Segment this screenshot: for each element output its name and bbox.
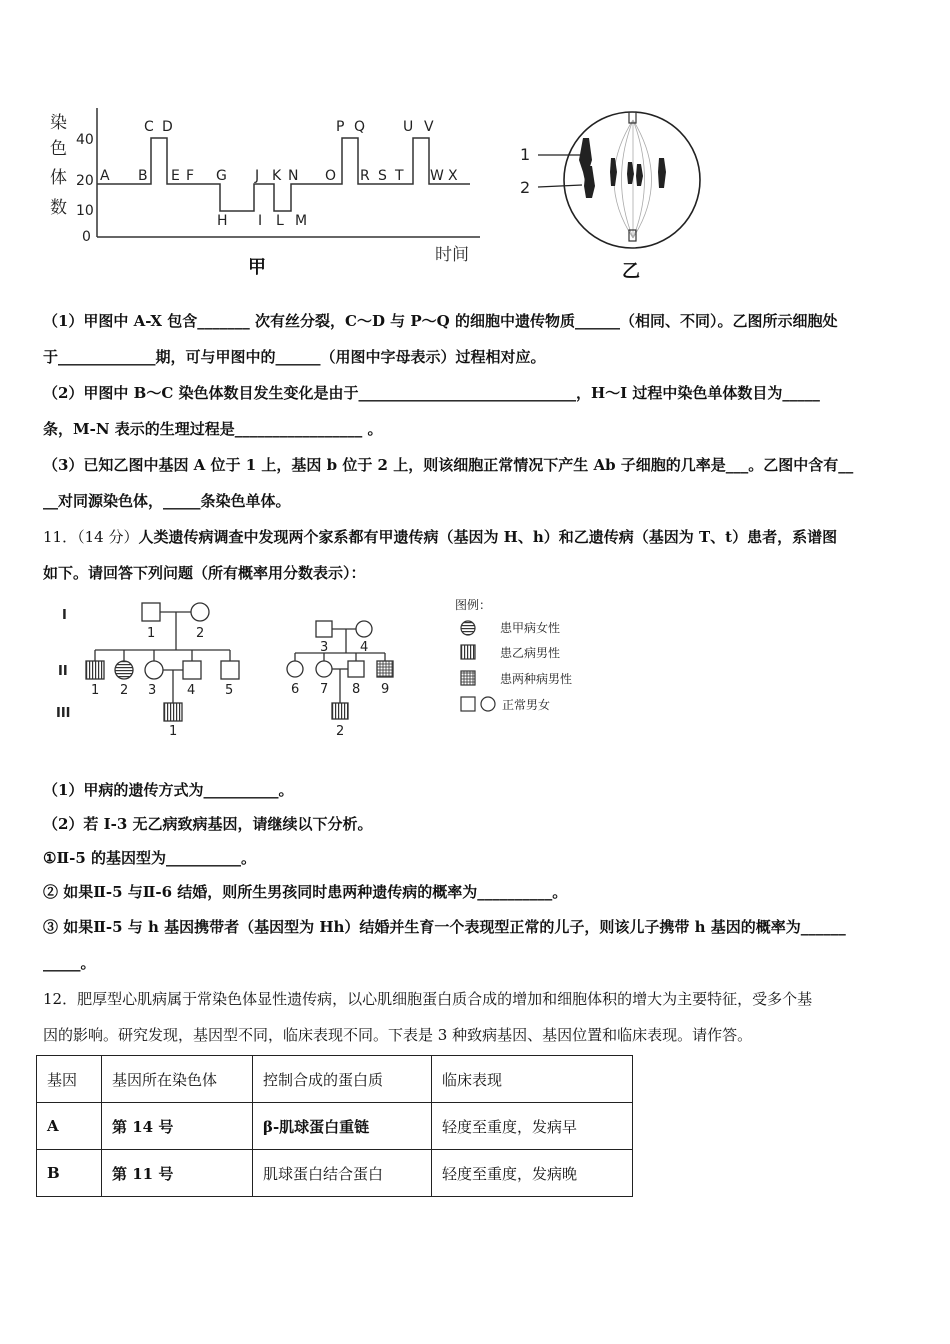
legend-item: 患乙病男性	[500, 646, 561, 660]
label-O: O	[325, 168, 337, 184]
chromosome-curve	[97, 138, 470, 211]
table-cell: 轻度至重度，发病早	[432, 1103, 633, 1150]
table-header: 控制合成的蛋白质	[253, 1056, 432, 1103]
label-X: X	[448, 168, 458, 184]
label-D: D	[162, 119, 173, 135]
y-title-char: 体	[50, 168, 67, 188]
label-U: U	[403, 119, 414, 135]
figure-jia	[40, 100, 490, 290]
gene-table	[36, 1055, 633, 1197]
f2-I-4: 4	[360, 640, 369, 655]
legend-title: 图例：	[455, 598, 492, 612]
f1-I-1: 1	[147, 626, 156, 641]
table-cell: β-肌球蛋白重链	[253, 1103, 432, 1150]
label-P: P	[336, 119, 345, 135]
x-axis-label: 时间	[435, 245, 469, 265]
label-I: I	[258, 213, 263, 229]
label-K: K	[272, 168, 282, 184]
q11-number: 11．（14 分）	[43, 528, 139, 546]
q10-part1-line2: 于_____________期，可与甲图中的______（用图中字母表示）过程相对应。	[43, 348, 546, 366]
q11-stem-line1	[43, 527, 837, 547]
y-tick-0: 0	[82, 229, 91, 245]
f1-II-2: 2	[120, 683, 129, 698]
q12-stem-line2	[43, 1025, 752, 1045]
legend-item: 患甲病女性	[500, 621, 561, 635]
q11-sub2-1: ①Ⅱ-5 的基因型为__________。	[43, 849, 256, 867]
label-J: J	[255, 168, 260, 184]
pedigree-figure	[50, 595, 610, 745]
table-cell: 第 14 号	[102, 1103, 253, 1150]
gen-II: II	[58, 664, 68, 679]
q11-stem-line2: 如下。请回答下列问题（所有概率用分数表示）：	[43, 564, 366, 582]
label-R: R	[360, 168, 370, 184]
label-W: W	[430, 168, 444, 184]
table-cell: 轻度至重度，发病晚	[432, 1150, 633, 1197]
pedigree-legend	[455, 597, 572, 712]
label-S: S	[378, 168, 387, 184]
label-2: 2	[520, 178, 531, 197]
table-cell: 肌球蛋白结合蛋白	[253, 1150, 432, 1197]
label-H: H	[217, 213, 228, 229]
q10-part2-line1: （2）甲图中 B～C 染色体数目发生变化是由于_____________________________，H～I 过程中染色单体数目为_____	[43, 384, 820, 402]
table-cell: B	[37, 1150, 102, 1197]
f2-II-8: 8	[352, 682, 361, 697]
label-B: B	[138, 168, 148, 184]
f1-II-5: 5	[225, 683, 234, 698]
label-G: G	[216, 168, 227, 184]
label-V: V	[424, 119, 434, 135]
figure-caption-yi: 乙	[622, 261, 640, 282]
table-row	[37, 1150, 633, 1197]
f2-II-7: 7	[320, 682, 329, 697]
table-header: 基因所在染色体	[102, 1056, 253, 1103]
label-Q: Q	[354, 119, 366, 135]
figure-caption-jia: 甲	[248, 257, 266, 278]
q10-part1-line1: （1）甲图中 A-X 包含_______ 次有丝分裂，C～D 与 P～Q 的细胞中遗传物质______（相同、不同）。乙图所示细胞处	[43, 312, 838, 330]
q11-sub2-3-line1: ③ 如果Ⅱ-5 与 h 基因携带者（基因型为 Hh）结婚并生育一个表现型正常的儿子，则该儿子携带 h 基因的概率为______	[43, 918, 846, 936]
q11-sub2: （2）若 I-3 无乙病致病基因，请继续以下分析。	[43, 815, 373, 833]
q12-stem-text: 12．肥厚型心肌病属于常染色体显性遗传病，以心肌细胞蛋白质合成的增加和细胞体积的增大为主要特征，受多个基	[43, 990, 813, 1008]
q12-stem-text: 因的影响。研究发现，基因型不同，临床表现不同。下表是 3 种致病基因、基因位置和临床表现。请作答。	[43, 1026, 753, 1044]
f2-I-3: 3	[320, 640, 329, 655]
q12-stem-line1	[43, 989, 812, 1009]
f1-II-3: 3	[148, 683, 157, 698]
gen-III: III	[56, 706, 71, 721]
f1-III-1: 1	[169, 724, 178, 739]
q11-sub1: （1）甲病的遗传方式为__________。	[43, 781, 294, 799]
y-title-char: 色	[50, 139, 67, 159]
legend-item: 患两种病男性	[500, 672, 573, 686]
label-E: E	[171, 168, 180, 184]
f2-III-2: 2	[336, 724, 345, 739]
table-row	[37, 1103, 633, 1150]
y-tick-20: 20	[76, 173, 94, 189]
table-header: 临床表现	[432, 1056, 633, 1103]
f1-II-1: 1	[91, 683, 100, 698]
q10-part2-line2: 条，M-N 表示的生理过程是_________________ 。	[43, 420, 383, 438]
q11-stem-text: 人类遗传病调查中发现两个家系都有甲遗传病（基因为 H、h）和乙遗传病（基因为 T、t）患者，系谱图	[138, 528, 838, 546]
y-tick-40: 40	[76, 132, 94, 148]
gen-I: I	[62, 608, 67, 623]
q11-sub2-3-line2: _____。	[43, 954, 96, 972]
table-cell: 第 11 号	[102, 1150, 253, 1197]
y-title-char: 染	[50, 113, 67, 133]
table-header: 基因	[37, 1056, 102, 1103]
label-1: 1	[520, 145, 531, 164]
figure-yi	[510, 100, 710, 285]
table-cell: A	[37, 1103, 102, 1150]
f2-II-6: 6	[291, 682, 300, 697]
label-L: L	[276, 213, 284, 229]
label-C: C	[144, 119, 154, 135]
q10-part3-line2: __对同源染色体，_____条染色单体。	[43, 492, 291, 510]
label-N: N	[288, 168, 299, 184]
label-A: A	[100, 168, 110, 184]
q11-sub2-2: ② 如果Ⅱ-5 与Ⅱ-6 结婚，则所生男孩同时患两种遗传病的概率为__________。	[43, 883, 568, 901]
f1-II-4: 4	[187, 683, 196, 698]
f1-I-2: 2	[196, 626, 205, 641]
label-T: T	[395, 168, 404, 184]
legend-item: 正常男女	[502, 698, 551, 712]
label-M: M	[295, 213, 308, 229]
label-F: F	[186, 168, 195, 184]
y-title-char: 数	[50, 198, 67, 218]
y-tick-10: 10	[76, 203, 94, 219]
q10-part3-line1: （3）已知乙图中基因 A 位于 1 上，基因 b 位于 2 上，则该细胞正常情况下产生 Ab 子细胞的几率是___。乙图中含有__	[43, 456, 854, 474]
chromosome-2	[584, 166, 595, 198]
table-header-row	[37, 1056, 633, 1103]
f2-II-9: 9	[381, 682, 390, 697]
